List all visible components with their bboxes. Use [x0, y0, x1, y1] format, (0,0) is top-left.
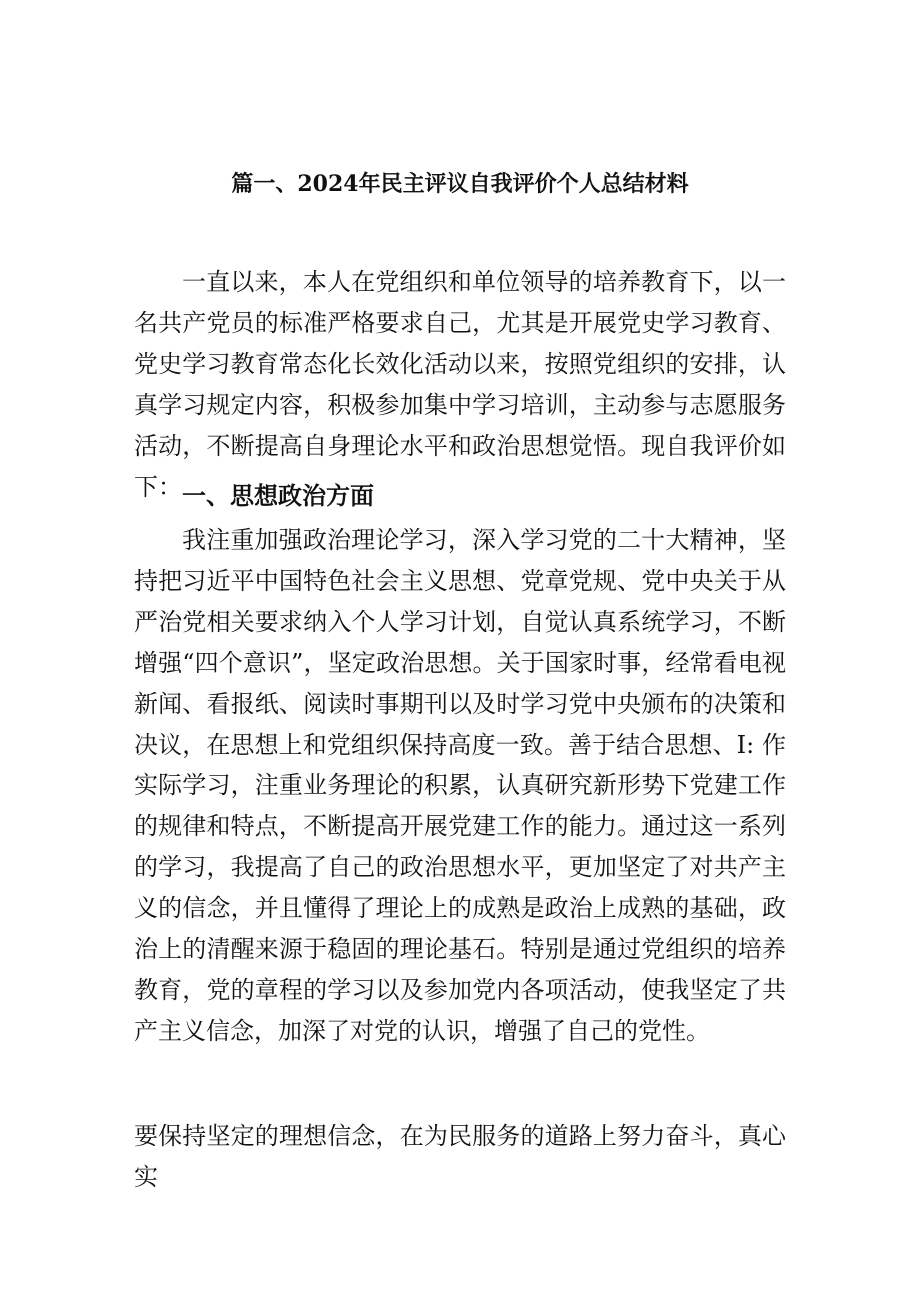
- continuation-paragraph: 要保持坚定的理想信念，在为民服务的道路上努力奋斗，真心实: [134, 1122, 786, 1191]
- section-heading: 一、思想政治方面: [182, 481, 374, 510]
- document-title: 篇一、2024年民主评议自我评价个人总结材料: [231, 171, 689, 197]
- section-paragraph: 我注重加强政治理论学习，深入学习党的二十大精神，坚持把习近平中国特色社会主义思想、党章党规、党中央关于从严治党相关要求纳入个人学习计划，自觉认真系统学习，不断增强“四个意识”，坚定政治思想。关于国家时事，经常看电视新闻、看报纸、阅读时事期刊以及时学习党中央颁布的决策和决议，在思想上和党组织保持高度一致。善于结合思想、I: 作实际学习，注重业务理论的积累，认真研究新形势下党建工作的规律和特点，不断提高开展党建工作的能力。通过这一系列的学习，我提高了自己的政治思想水平，更加坚定了对共产主义的信念，并且懂得了理论上的成熟是政治上成熟的基础，政治上的清醒来源于稳固的理论基石。特别是通过党组织的培养教育，党的章程的学习以及参加党内各项活动，使我坚定了共产主义信念，加深了对党的认识，增强了自己的党性。: [134, 526, 786, 1045]
- intro-paragraph: 一直以来，本人在党组织和单位领导的培养教育下，以一名共产党员的标准严格要求自己，尤其是开展党史学习教育、党史学习教育常态化长效化活动以来，按照党组织的安排，认真学习规定内容，积极参加集中学习培训，主动参与志愿服务活动，不断提高自身理论水平和政治思想觉悟。现自我评价如下：: [134, 268, 786, 501]
